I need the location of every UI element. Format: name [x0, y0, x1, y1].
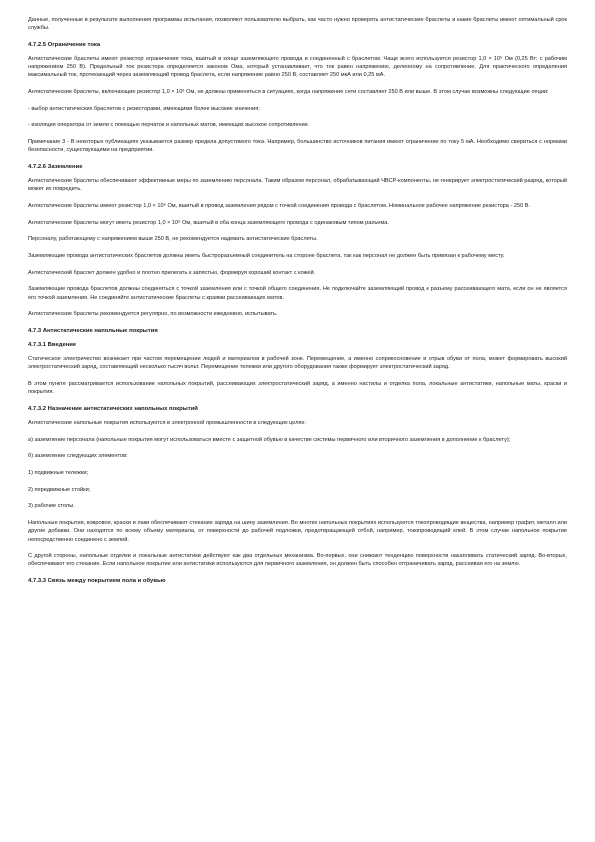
paragraph: Антистатические браслеты, включающие резистор 1,0 × 10⁶ Ом, не должны применяться в ситуациях, когда напряжение сети составляет 250 В или выше. В этом случае возможны следующие опции:: [28, 89, 549, 96]
paragraph: Антистатические браслеты рекомендуется регулярно, по возможности ежедневно, испытывать.: [28, 311, 278, 318]
paragraph: а) заземление персонала (напольные покрытия могут использоваться вместе с защитной обувью в качестве системы первичного или вторичного заземления в дополнение к браслету);: [28, 436, 511, 443]
paragraph: 3) рабочие столы.: [28, 503, 75, 510]
section-heading: 4.7.3.2 Назначение антистатических напольных покрытий: [28, 405, 198, 412]
paragraph: - изоляция оператора от земли с помощью перчаток и напольных матов, имеющих высокое сопротивление.: [28, 122, 310, 129]
paragraph: Антистатические браслеты обеспечивают эффективные меры по заземлению персонала. Таким образом персонал, обрабатывающий ЧВСР-компоненты, не генерирует электростатический разряд, который может их повредить.: [28, 178, 567, 193]
paragraph: Антистатические браслеты могут иметь резистор 1,0 × 10⁶ Ом, вшитый в оба конца заземляющего провода с одинаковым типом разъема.: [28, 219, 389, 226]
paragraph: Данные, полученные в результате выполнения программы испытания, позволяют пользователю выбрать, как часто нужно проверять антистатические браслеты и какие браслеты имеют оптимальный срок службы.: [28, 17, 567, 32]
paragraph: - выбор антистатических браслетов с резисторами, имеющими более высокие значения;: [28, 105, 260, 112]
paragraph: С другой стороны, напольные отделки и локальные антистатики действуют как два отдельных механизма. Во-первых, они снижают тенденцию поверхности накапливать статический заряд. Во-вторых, обеспечивают его стекание. Если напольное покрытие или антистатики используются для первичного заземления, он должен быть способен отграничивать заряд, рассеивая его на землю.: [28, 553, 567, 568]
paragraph: Антистатические напольные покрытия используются в электронной промышленности в следующих целях:: [28, 419, 306, 426]
paragraph: Заземляющие провода антистатических браслетов должны иметь быстроразъемный соединитель на стороне браслета, так как персонал не должен быть привязан к рабочему месту.: [28, 253, 505, 260]
section-heading: 4.7.3 Антистатические напольные покрытия: [28, 328, 158, 335]
paragraph: Антистатический браслет должен удобно и плотно прилегать к запястью, формируя хороший контакт с кожей.: [28, 269, 316, 276]
section-heading: 4.7.3.1 Введение: [28, 342, 77, 349]
paragraph: В этом пункте рассматривается использование напольных покрытий, рассеивающих электростатический заряд, а именно настилы и отделка пола, локальные антистатики, напольные маты, краски и покрытия.: [28, 380, 567, 396]
paragraph: Статическое электричество возникает при частом перемещении людей и материалов в рабочей зоне. Перемещение, а именно соприкосновение и отрыв обуви от пола, может формировать высокий электростатический заряд, составляющий несколько тысяч вольт. Перемещение тележки или другого оборудования также формирует электростатический заряд.: [28, 356, 567, 371]
paragraph: Примечание 3 - В некоторых публикациях указывается размер предела допустимого тока. Например, большинство источников питания имеют ограничение по току 5 мА. Необходимо свериться с нормами безопасности, существующими на предприятии.: [28, 139, 567, 154]
paragraph: Антистатические браслеты имеют резистор ограничения тока, вшитый в конце заземляющего провода и соединенный с браслетом. Чаще всего используется резистор 1,0 × 10⁶ Ом (0,25 Вт; с рабочим напряжением 250 В). Предельный ток резистора определяется законом Ома, который устанавливает, что ток равен напряжению, деленному на сопротивление. Для практического определения максимальный ток, протекающий через заземляющий провод браслета, если напряжение равно 250 В, составляет 250 мкА или 0,25 мА.: [28, 55, 567, 79]
paragraph: 2) передвижные стойки;: [28, 486, 91, 493]
paragraph: Персоналу, работающему с напряжением выше 250 В, не рекомендуется надевать антистатические браслеты.: [28, 236, 318, 243]
paragraph: Заземляющие провода браслетов должны соединяться с точкой заземления или с точкой общего соединения. Не подключайте заземляющий провод к разъему рассеивающего мата, если он не является его точкой заземления. Не соединяйте антистатические браслеты с краями рассеивающих матов.: [28, 286, 567, 301]
section-heading: 4.7.3.3 Связь между покрытием пола и обувью: [28, 578, 166, 585]
section-heading: 4.7.2.6 Заземление: [28, 164, 83, 171]
paragraph: 1) подвижные тележки;: [28, 469, 89, 476]
paragraph: Напольные покрытия, ковровое, краски и лаки обеспечивают стекание заряда на шину заземления. Во многих напольных покрытиях используются токопроводящие вещества, например графит, металл или другие добавки. Они находятся по всему объему материала, от поверхности до рабочей подложки, предотвращающей отбой, например, токопроводящий клей. В этом случае напольное покрытие непосредственно соединено с землей.: [28, 520, 567, 543]
paragraph: Антистатические браслеты имеют резистор 1,0 × 10⁶ Ом, вшитый в провод заземления рядом с точкой соединения провода с браслетом. Номинальное рабочее напряжение резистора - 250 В.: [28, 202, 531, 209]
section-heading: 4.7.2.5 Ограничение тока: [28, 41, 101, 48]
paragraph: б) заземление следующих элементов:: [28, 453, 128, 460]
